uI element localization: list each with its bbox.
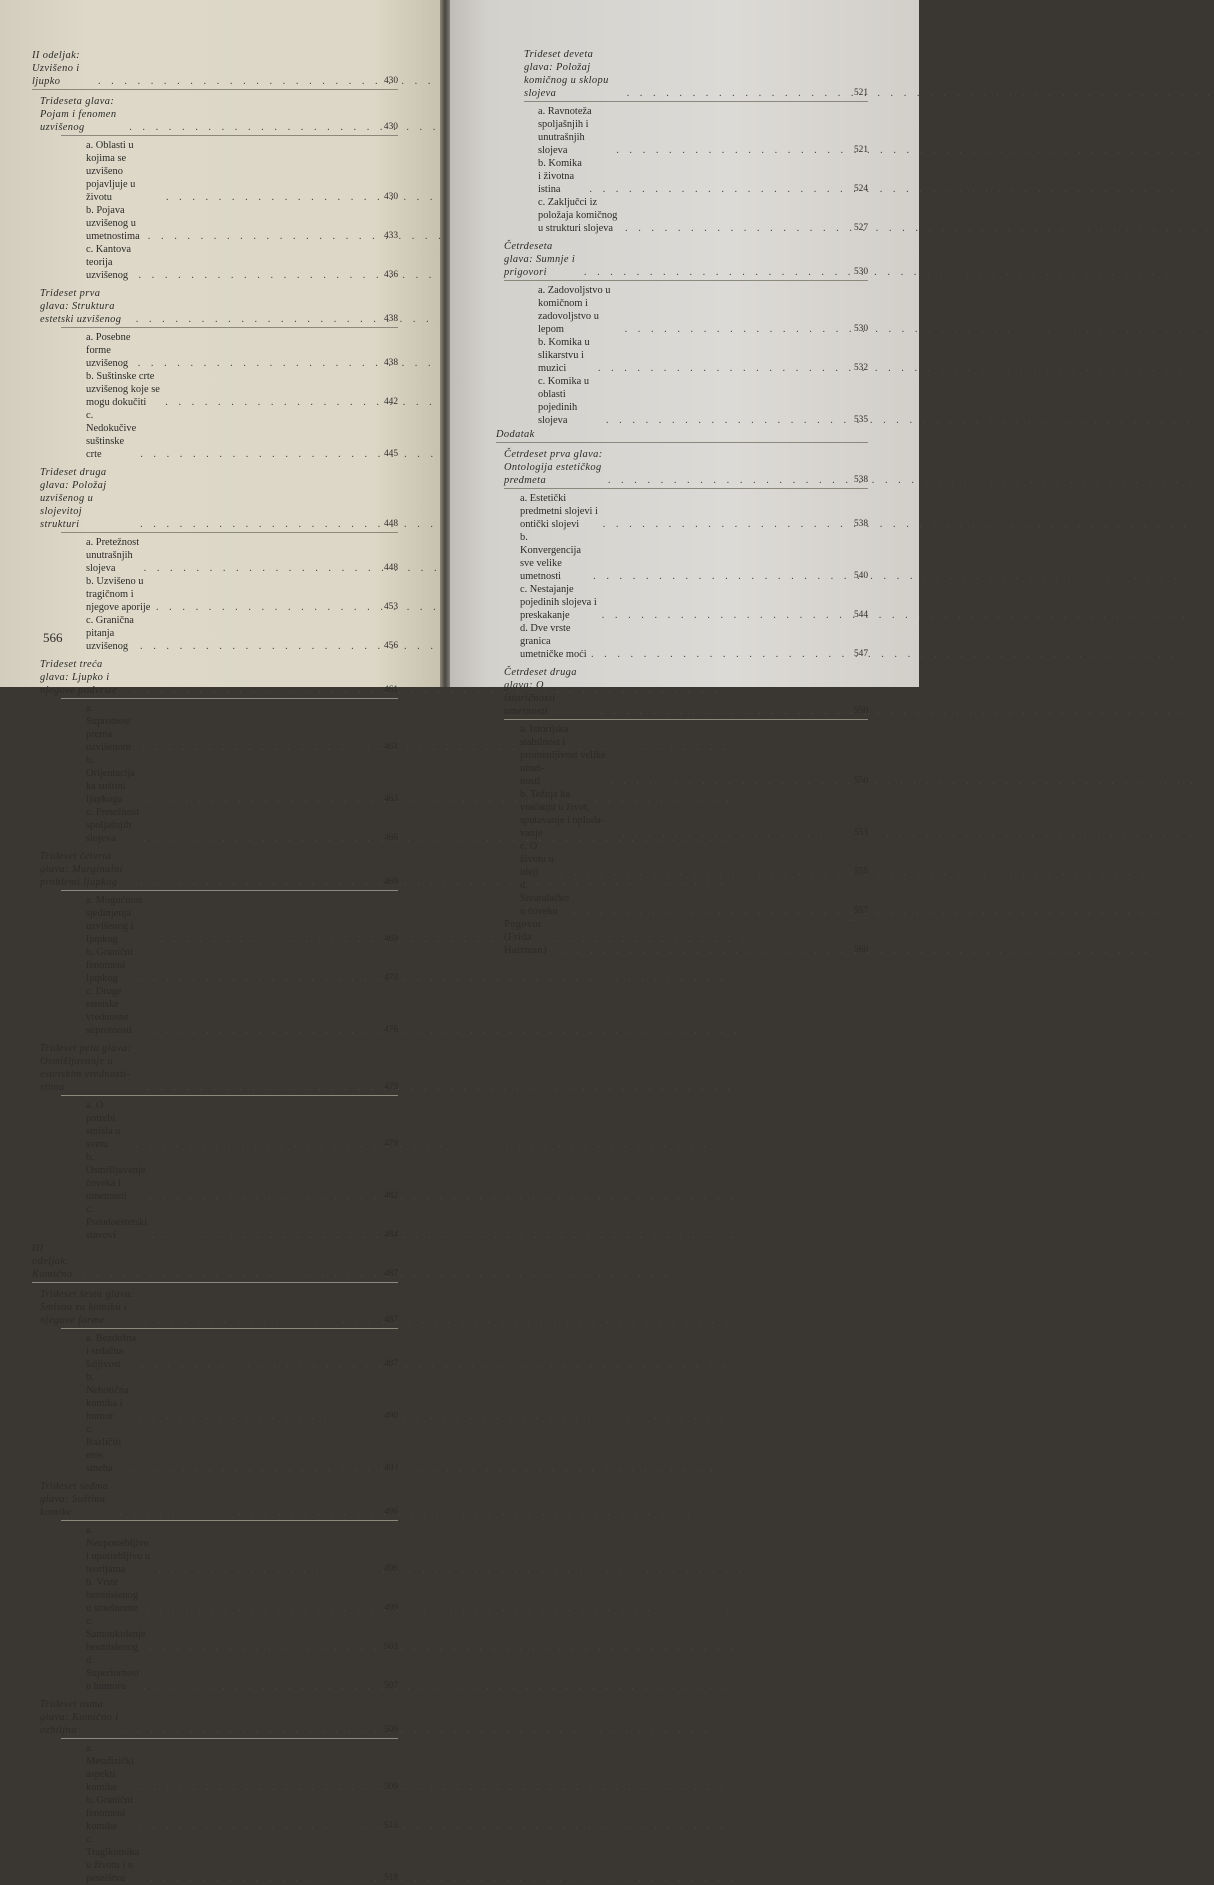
dot-leader bbox=[142, 793, 378, 806]
entry-page-number: 496 bbox=[383, 1564, 398, 1574]
entry-page-number: 513 bbox=[383, 1821, 398, 1831]
entry-page-number: 438 bbox=[383, 314, 398, 324]
dot-leader bbox=[136, 1820, 378, 1833]
toc-entry bbox=[496, 840, 868, 879]
entry-page-number: 503 bbox=[383, 1642, 398, 1652]
toc-entry bbox=[32, 1151, 398, 1203]
entry-title: b. Pojava uzvišenog u umetnostima bbox=[86, 205, 140, 242]
toc-entry bbox=[32, 658, 398, 697]
entry-title: b. Težnja ka vraćanju u život, sputavanje i oploda- bbox=[520, 789, 605, 826]
dot-leader bbox=[557, 866, 848, 879]
entry-title: c. Zaključci iz položaja komičnog u strukturi slojeva bbox=[538, 197, 618, 234]
divider-rule bbox=[496, 442, 868, 443]
toc-entry bbox=[496, 622, 868, 661]
dot-leader bbox=[594, 362, 848, 375]
entry-page-number: 521 bbox=[853, 145, 868, 155]
toc-entry bbox=[32, 1332, 398, 1371]
entry-title: Trideset sedma glava: Suština komike bbox=[40, 1481, 109, 1518]
dot-leader bbox=[80, 1268, 378, 1281]
page-number: 566 bbox=[43, 630, 63, 645]
entry-title: c. Pseudoestetski stavovi bbox=[86, 1204, 148, 1241]
entry-title: b. Vrste besmislenog u smešnome bbox=[86, 1577, 138, 1614]
toc-entry bbox=[32, 1203, 398, 1242]
entry-page-number: 490 bbox=[383, 1411, 398, 1421]
entry-title: c. Pretežnost spoljašnjih slojeva bbox=[86, 807, 140, 844]
dot-leader bbox=[94, 75, 378, 88]
entry-title: a. Oblasti u kojima se uzvišeno pojavljuje u životu bbox=[86, 140, 136, 203]
entry-page-number: 433 bbox=[383, 231, 398, 241]
entry-page-number: 532 bbox=[853, 363, 868, 373]
entry-title: Trideset prva glava: Struktura estetski uzvišenog bbox=[40, 288, 122, 325]
entry-title: Trideset šesta glava: Smisao za komiku i njegove forme bbox=[40, 1289, 135, 1326]
dot-leader bbox=[596, 705, 848, 718]
toc-entry bbox=[496, 723, 868, 788]
dot-leader bbox=[134, 357, 378, 370]
toc-entry bbox=[32, 139, 398, 204]
entry-page-number: 453 bbox=[383, 602, 398, 612]
entry-page-number: 530 bbox=[853, 324, 868, 334]
divider-rule bbox=[61, 1520, 398, 1521]
dot-leader bbox=[143, 1081, 378, 1094]
entry-page-number: 509 bbox=[383, 1725, 398, 1735]
entry-page-number: 496 bbox=[383, 1507, 398, 1517]
entry-title: Pogovor (Frida Hartman) bbox=[504, 919, 548, 956]
entry-page-number: 540 bbox=[853, 571, 868, 581]
dot-leader bbox=[136, 640, 378, 653]
entry-title: b. Granični fenomeni ljupkog bbox=[86, 947, 133, 984]
divider-rule bbox=[61, 327, 398, 328]
entry-title: Dodatak bbox=[496, 429, 535, 440]
entry-page-number: 476 bbox=[383, 1025, 398, 1035]
toc-entry bbox=[496, 240, 868, 279]
dot-leader bbox=[162, 191, 378, 204]
toc-entry bbox=[496, 492, 868, 531]
entry-title: b. Komika u slikarstvu i muzici bbox=[538, 337, 590, 374]
toc-entry bbox=[32, 1423, 398, 1475]
entry-page-number: 499 bbox=[383, 1603, 398, 1613]
entry-title: b. Uzvišeno u tragičnom i njegove aporije bbox=[86, 576, 151, 613]
dot-leader bbox=[602, 414, 848, 427]
entry-title: c. Nestajanje pojedinih slojeva i preskakanje bbox=[520, 584, 597, 621]
toc-entry bbox=[32, 754, 398, 806]
entry-page-number: 538 bbox=[853, 519, 868, 529]
dot-leader bbox=[598, 609, 848, 622]
dot-leader bbox=[152, 601, 378, 614]
entry-page-number: 518 bbox=[383, 1873, 398, 1883]
entry-title: Četrdeset druga glava: O istoričnosti umetnosti bbox=[504, 667, 577, 717]
toc-entry bbox=[496, 583, 868, 622]
entry-title-block bbox=[40, 466, 136, 531]
toc-entry bbox=[496, 196, 868, 235]
dot-leader bbox=[126, 1462, 378, 1475]
entry-title: Trideset peta glava: Osmišljavanje u estetskim vrednosti- bbox=[40, 1043, 132, 1080]
book-gutter bbox=[440, 0, 450, 687]
entry-page-number: 461 bbox=[383, 742, 398, 752]
entry-page-number: 530 bbox=[853, 267, 868, 277]
toc-entry bbox=[32, 1242, 398, 1281]
entry-title: a. Istorijska stabilnost i promenljivost velike umet- bbox=[520, 724, 606, 774]
dot-leader bbox=[136, 1781, 378, 1794]
entry-page-number: 524 bbox=[853, 184, 868, 194]
entry-page-number: 461 bbox=[383, 685, 398, 695]
entry-title: b. Konvergencija sve velike umetnosti bbox=[520, 532, 581, 582]
entry-page-number: 550 bbox=[853, 776, 868, 786]
toc-entry bbox=[32, 1480, 398, 1519]
dot-leader bbox=[136, 972, 378, 985]
entry-title: c. Komika u oblasti pojedinih slojeva bbox=[538, 376, 590, 426]
dot-leader bbox=[137, 1358, 378, 1371]
entry-title: a. Posebne forme uzvišenog bbox=[86, 332, 131, 369]
left-page bbox=[0, 0, 440, 1884]
entry-title-block bbox=[40, 1042, 143, 1094]
entry-title: a. Metafizički aspekti komike bbox=[86, 1743, 134, 1793]
toc-entry bbox=[496, 427, 868, 441]
dot-leader bbox=[623, 87, 848, 100]
entry-title: Trideseta glava: Pojam i fenomen uzvišenog bbox=[40, 96, 117, 133]
entry-page-number: 466 bbox=[383, 833, 398, 843]
toc-entry bbox=[32, 850, 398, 889]
dot-leader bbox=[139, 832, 378, 845]
toc-entry bbox=[32, 1042, 398, 1094]
dot-leader bbox=[115, 1506, 377, 1519]
dot-leader bbox=[136, 1410, 378, 1423]
entry-page-number: 430 bbox=[383, 76, 398, 86]
entry-title: Trideset treća glava: Ljupko i njegove podvrste bbox=[40, 659, 118, 696]
entry-page-number: 469 bbox=[383, 877, 398, 887]
entry-title: Trideset četvrta glava: Marginalni problemi ljupkog bbox=[40, 851, 123, 888]
table-of-contents-right bbox=[496, 48, 868, 957]
dot-leader bbox=[587, 648, 848, 661]
entry-title-block bbox=[520, 723, 606, 788]
dot-leader bbox=[132, 1138, 378, 1151]
entry-page-number: 547 bbox=[853, 649, 868, 659]
entry-title: c. Kantova teorija uzvišenog bbox=[86, 244, 132, 281]
entry-page-number: 544 bbox=[853, 610, 868, 620]
entry-title: d. Stvaralačko u čoveku bbox=[520, 880, 570, 917]
toc-entry bbox=[32, 370, 398, 409]
entry-title: d. Superiornost u humoru bbox=[86, 1655, 140, 1692]
entry-page-number: 448 bbox=[383, 563, 398, 573]
entry-title: a. O potrebi smisla u svetu bbox=[86, 1100, 121, 1150]
toc-entry bbox=[496, 531, 868, 583]
entry-page-number: 509 bbox=[383, 1782, 398, 1792]
dot-leader bbox=[569, 905, 848, 918]
divider-rule bbox=[61, 1738, 398, 1739]
toc-entry bbox=[32, 409, 398, 461]
divider-rule bbox=[32, 89, 398, 90]
entry-title: b. Orijentacija ka suštini ljupkoga bbox=[86, 755, 136, 805]
entry-title: b. Osmišljavanje čoveka i umetnosti bbox=[86, 1152, 146, 1202]
dot-leader bbox=[621, 222, 848, 235]
entry-title: d. Dve vrste granica umetničke moći bbox=[520, 623, 587, 660]
entry-page-number: 445 bbox=[383, 449, 398, 459]
entry-page-number: 538 bbox=[853, 475, 868, 485]
divider-rule bbox=[61, 135, 398, 136]
entry-page-number: 484 bbox=[383, 1230, 398, 1240]
toc-entry bbox=[32, 614, 398, 653]
dot-leader bbox=[149, 1024, 378, 1037]
entry-title: a. Zadovoljstvo u komičnom i zadovoljstvo u lepom bbox=[538, 285, 611, 335]
entry-page-number: 550 bbox=[853, 706, 868, 716]
entry-title: b. Suštinske crte uzvišenog koje se mogu dokučiti bbox=[86, 371, 160, 408]
divider-rule bbox=[504, 488, 868, 489]
dot-leader bbox=[145, 1641, 377, 1654]
entry-title: c. Različiti etos smeha bbox=[86, 1424, 122, 1474]
toc-entry bbox=[32, 1099, 398, 1151]
dot-leader bbox=[585, 183, 848, 196]
right-page bbox=[450, 0, 919, 956]
toc-entry bbox=[32, 331, 398, 370]
toc-entry bbox=[496, 105, 868, 157]
toc-entry bbox=[32, 575, 398, 614]
divider-rule bbox=[61, 532, 398, 533]
entry-page-number: 527 bbox=[853, 223, 868, 233]
dot-leader bbox=[612, 144, 848, 157]
entry-page-number: 560 bbox=[853, 945, 868, 955]
dot-leader bbox=[134, 269, 377, 282]
entry-page-number: 482 bbox=[383, 1191, 398, 1201]
entry-page-number: 456 bbox=[383, 641, 398, 651]
entry-page-number: 430 bbox=[383, 122, 398, 132]
entry-page-number: 487 bbox=[383, 1359, 398, 1369]
entry-page-number: 507 bbox=[383, 1681, 398, 1691]
entry-page-number: 442 bbox=[383, 397, 398, 407]
entry-title: c. Samoukidanje besmislenog bbox=[86, 1616, 146, 1653]
toc-entry bbox=[32, 1576, 398, 1615]
entry-page-number: 493 bbox=[383, 1463, 398, 1473]
toc-entry bbox=[32, 985, 398, 1037]
entry-title: II odeljak: Uzvišeno i ljupko bbox=[32, 50, 80, 87]
entry-title: c. Tragikomika u životu i u pesništvu bbox=[86, 1834, 140, 1884]
entry-title: c. Nedokučive suštinske crte bbox=[86, 410, 137, 460]
toc-entry bbox=[32, 49, 398, 88]
dot-leader bbox=[156, 933, 378, 946]
entry-title: III odeljak: Komično bbox=[32, 1243, 73, 1280]
dot-leader bbox=[154, 1563, 378, 1576]
entry-title: c. Druge estetske vrednosne suprotnosti bbox=[86, 986, 133, 1036]
dot-leader bbox=[161, 396, 378, 409]
dot-leader bbox=[139, 741, 378, 754]
entry-title: c. O životu u ideji bbox=[520, 841, 554, 878]
toc-entry bbox=[32, 204, 398, 243]
entry-page-number: 487 bbox=[383, 1315, 398, 1325]
entry-title: a. Neupotrebljivo i upotrebljivo u teorijama bbox=[86, 1525, 151, 1575]
entry-page-number: 438 bbox=[383, 358, 398, 368]
toc-entry bbox=[32, 1288, 398, 1327]
entry-title: a. Suprotnost prema uzvišenom bbox=[86, 703, 132, 753]
dot-leader bbox=[604, 474, 848, 487]
dot-leader bbox=[140, 1314, 378, 1327]
toc-entry bbox=[496, 918, 868, 957]
toc-entry bbox=[32, 95, 398, 134]
toc-entry bbox=[496, 157, 868, 196]
toc-entry bbox=[496, 336, 868, 375]
toc-entry bbox=[32, 466, 398, 531]
entry-title: Četrdeset prva glava: Ontologija estetičkog predmeta bbox=[504, 449, 603, 486]
toc-entry bbox=[32, 894, 398, 946]
dot-leader bbox=[142, 1602, 378, 1615]
dot-leader bbox=[139, 1680, 378, 1693]
toc-entry bbox=[496, 375, 868, 427]
dot-leader bbox=[146, 1872, 378, 1885]
entry-title: Trideset druga glava: Položaj uzvišenog u slojevitoj bbox=[40, 467, 107, 517]
entry-page-number: 487 bbox=[383, 1269, 398, 1279]
entry-page-number: 463 bbox=[383, 794, 398, 804]
entry-title-continued: nosti bbox=[520, 776, 541, 787]
divider-rule bbox=[524, 101, 868, 102]
entry-page-number: 553 bbox=[853, 828, 868, 838]
toc-entry bbox=[496, 879, 868, 918]
dot-leader bbox=[145, 1190, 377, 1203]
toc-entry bbox=[496, 48, 868, 100]
toc-entry bbox=[32, 1615, 398, 1654]
entry-page-number: 448 bbox=[383, 519, 398, 529]
divider-rule bbox=[61, 698, 398, 699]
toc-entry bbox=[32, 1833, 398, 1885]
toc-entry bbox=[32, 243, 398, 282]
toc-entry bbox=[496, 284, 868, 336]
dot-leader bbox=[147, 1229, 378, 1242]
entry-page-number: 430 bbox=[383, 192, 398, 202]
divider-rule bbox=[61, 890, 398, 891]
toc-entry bbox=[32, 1698, 398, 1737]
dot-leader bbox=[140, 562, 378, 575]
entry-title: Trideset deveta glava: Položaj komičnog u sklopu slojeva bbox=[524, 49, 609, 99]
entry-page-number: 535 bbox=[853, 415, 868, 425]
dot-leader bbox=[136, 876, 378, 889]
toc-entry bbox=[32, 702, 398, 754]
dot-leader bbox=[136, 518, 378, 531]
dot-leader bbox=[605, 827, 848, 840]
toc-entry bbox=[32, 536, 398, 575]
entry-title: a. Bezdušna i srdačna šaljivost bbox=[86, 1333, 137, 1370]
entry-title: Trideset osma glava: Komično i ozbiljno bbox=[40, 1699, 119, 1736]
entry-page-number: 473 bbox=[383, 973, 398, 983]
divider-rule bbox=[504, 280, 868, 281]
entry-title-continued: vanje bbox=[520, 828, 543, 839]
toc-entry bbox=[496, 666, 868, 718]
entry-page-number: 521 bbox=[853, 88, 868, 98]
dot-leader bbox=[621, 323, 848, 336]
toc-entry bbox=[32, 806, 398, 845]
entry-page-number: 469 bbox=[383, 934, 398, 944]
toc-entry bbox=[496, 448, 868, 487]
entry-title-continued: stima bbox=[40, 1082, 65, 1093]
entry-title-block bbox=[520, 788, 605, 840]
entry-title: c. Granična pitanja uzvišenog bbox=[86, 615, 134, 652]
divider-rule bbox=[32, 1282, 398, 1283]
entry-title: b. Komika i životna istina bbox=[538, 158, 582, 195]
entry-page-number: 479 bbox=[383, 1082, 398, 1092]
divider-rule bbox=[61, 1328, 398, 1329]
dot-leader bbox=[580, 266, 848, 279]
dot-leader bbox=[125, 121, 378, 134]
entry-title: b. Nehotična komika i humor bbox=[86, 1372, 129, 1422]
entry-page-number: 555 bbox=[853, 867, 868, 877]
entry-title: Četrdeseta glava: Sumnje i prigovori bbox=[504, 241, 576, 278]
dot-leader bbox=[120, 1724, 378, 1737]
toc-entry bbox=[32, 1371, 398, 1423]
dot-leader bbox=[560, 944, 848, 957]
entry-title: a. Estetički predmetni slojevi i ontički slojevi bbox=[520, 493, 598, 530]
entry-title: a. Ravnoteža spoljašnjih i unutrašnjih slojeva bbox=[538, 106, 592, 156]
entry-page-number: 479 bbox=[383, 1139, 398, 1149]
divider-rule bbox=[61, 1095, 398, 1096]
toc-entry bbox=[32, 1742, 398, 1794]
entry-page-number: 436 bbox=[383, 270, 398, 280]
toc-entry bbox=[32, 946, 398, 985]
toc-entry bbox=[496, 788, 868, 840]
dot-leader bbox=[606, 775, 848, 788]
table-of-contents-left bbox=[32, 49, 398, 1885]
dot-leader bbox=[136, 448, 378, 461]
entry-title: a. Mogućnost sjedinjenja uzvišenog i ljupkog bbox=[86, 895, 143, 945]
dot-leader bbox=[144, 230, 378, 243]
toc-entry bbox=[32, 287, 398, 326]
entry-page-number: 557 bbox=[848, 905, 868, 918]
entry-title-continued: strukturi bbox=[40, 519, 80, 530]
toc-entry bbox=[32, 1794, 398, 1833]
entry-title: b. Granični fenomeni komike bbox=[86, 1795, 133, 1832]
divider-rule bbox=[504, 719, 868, 720]
toc-entry bbox=[32, 1654, 398, 1693]
dot-leader bbox=[132, 313, 378, 326]
toc-entry bbox=[32, 1524, 398, 1576]
entry-title: a. Pretežnost unutrašnjih slojeva bbox=[86, 537, 140, 574]
dot-leader bbox=[599, 518, 848, 531]
dot-leader bbox=[130, 684, 378, 697]
dot-leader bbox=[589, 570, 848, 583]
